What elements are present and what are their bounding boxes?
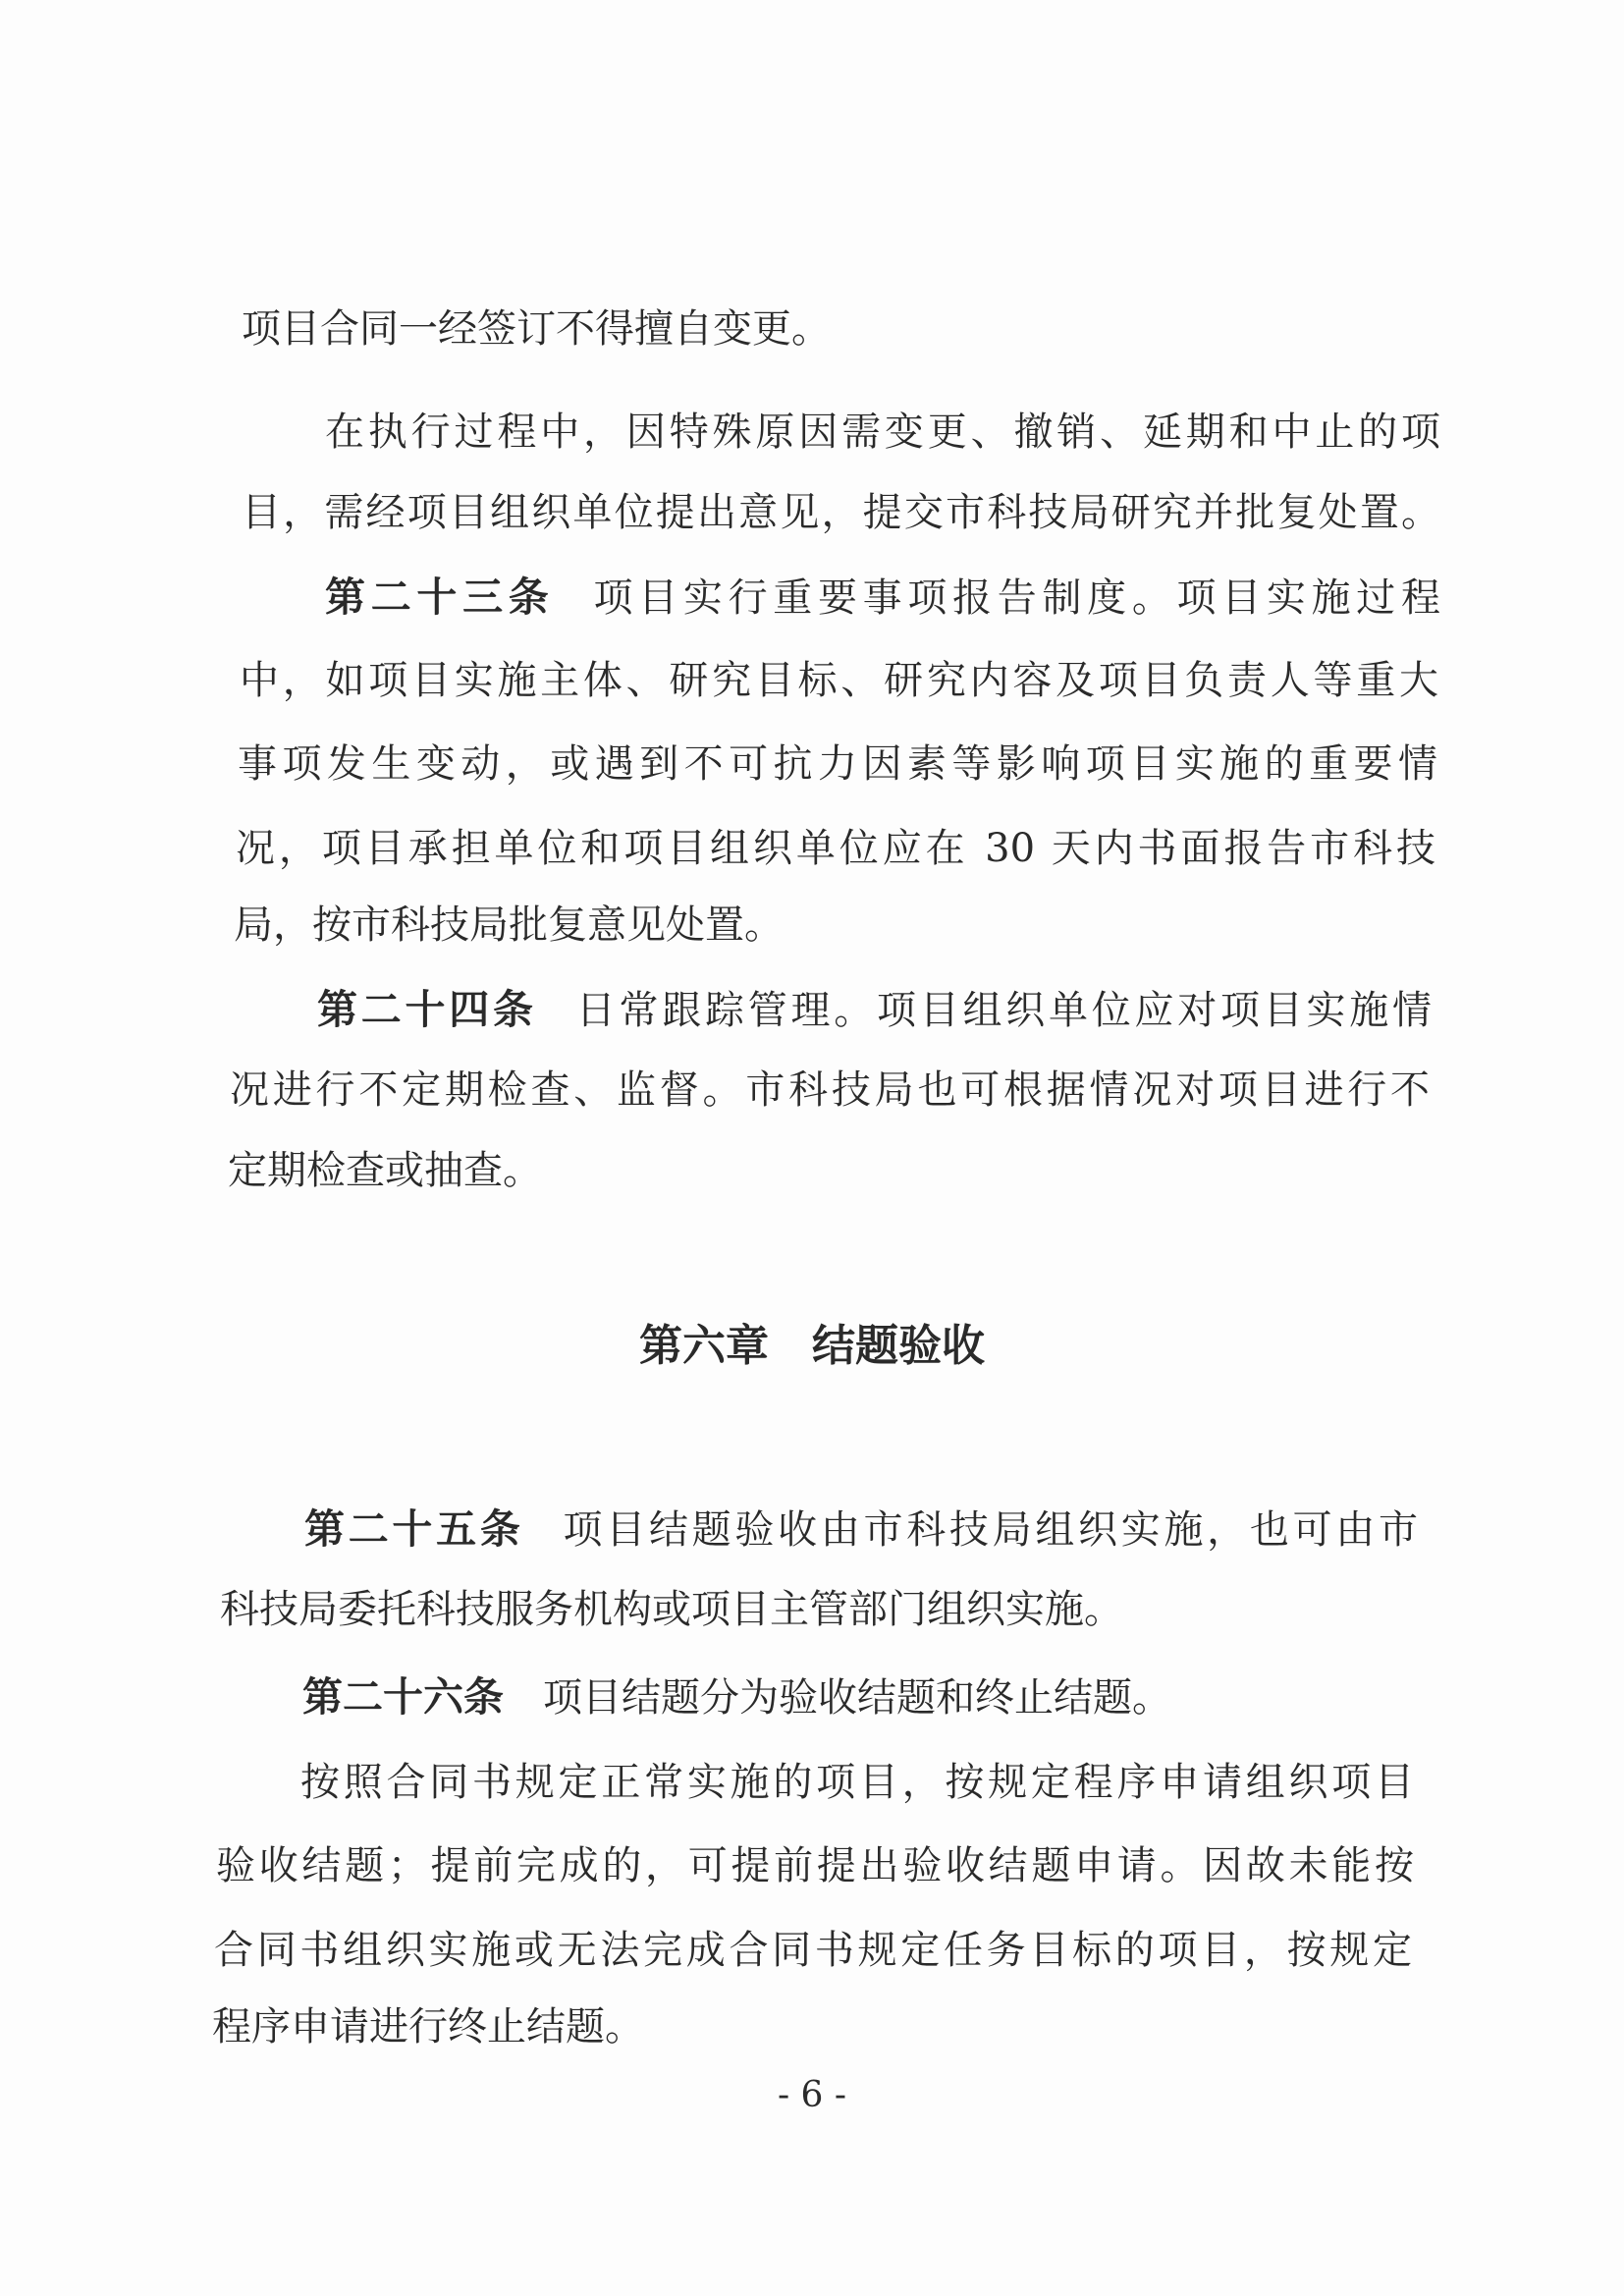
article-label: 第二十五条	[304, 1505, 524, 1553]
paragraph-line: 程序申请进行终止结题。	[212, 2004, 644, 2050]
paragraph-line: 目，需经项目组织单位提出意见，提交市科技局研究并批复处置。	[242, 490, 1440, 535]
paragraph-line: 中，如项目实施主体、研究目标、研究内容及项目负责人等重大	[240, 658, 1438, 703]
article-label: 第二十三条	[325, 574, 555, 621]
article-25-line: 第二十五条 项目结题验收由市科技局组织实施，也可由市	[304, 1505, 1419, 1553]
article-label: 第二十四条	[317, 986, 537, 1033]
chapter-heading: 第六章 结题验收	[639, 1321, 985, 1371]
article-label: 第二十六条	[302, 1673, 504, 1721]
article-26-line: 第二十六条 项目结题分为验收结题和终止结题。	[302, 1673, 1171, 1721]
article-23-line: 第二十三条 项目实行重要事项报告制度。项目实施过程	[325, 574, 1441, 621]
paragraph-line: 验收结题；提前完成的，可提前提出验收结题申请。因故未能按	[216, 1843, 1414, 1888]
paragraph-line: 况进行不定期检查、监督。市科技局也可根据情况对项目进行不	[230, 1067, 1430, 1113]
paragraph-line: 况，项目承担单位和项目组织单位应在 30 天内书面报告市科技	[236, 826, 1435, 871]
paragraph-line: 科技局委托科技服务机构或项目主管部门组织实施。	[220, 1587, 1123, 1632]
paragraph-line: 定期检查或抽查。	[228, 1148, 542, 1193]
article-24-line: 第二十四条 日常跟踪管理。项目组织单位应对项目实施情	[317, 986, 1432, 1033]
paragraph-line: 按照合同书规定正常实施的项目，按规定程序申请组织项目	[300, 1760, 1414, 1805]
page-number: - 6 -	[777, 2075, 847, 2115]
paragraph-line: 项目合同一经签订不得擅自变更。	[242, 306, 831, 352]
paragraph-line: 局，按市科技局批复意见处置。	[234, 902, 784, 948]
paragraph-line: 事项发生变动，或遇到不可抗力因素等影响项目实施的重要情	[238, 741, 1437, 787]
paragraph-line: 合同书组织实施或无法完成合同书规定任务目标的项目，按规定	[214, 1928, 1412, 1973]
paragraph-line: 在执行过程中，因特殊原因需变更、撤销、延期和中止的项	[325, 410, 1440, 455]
